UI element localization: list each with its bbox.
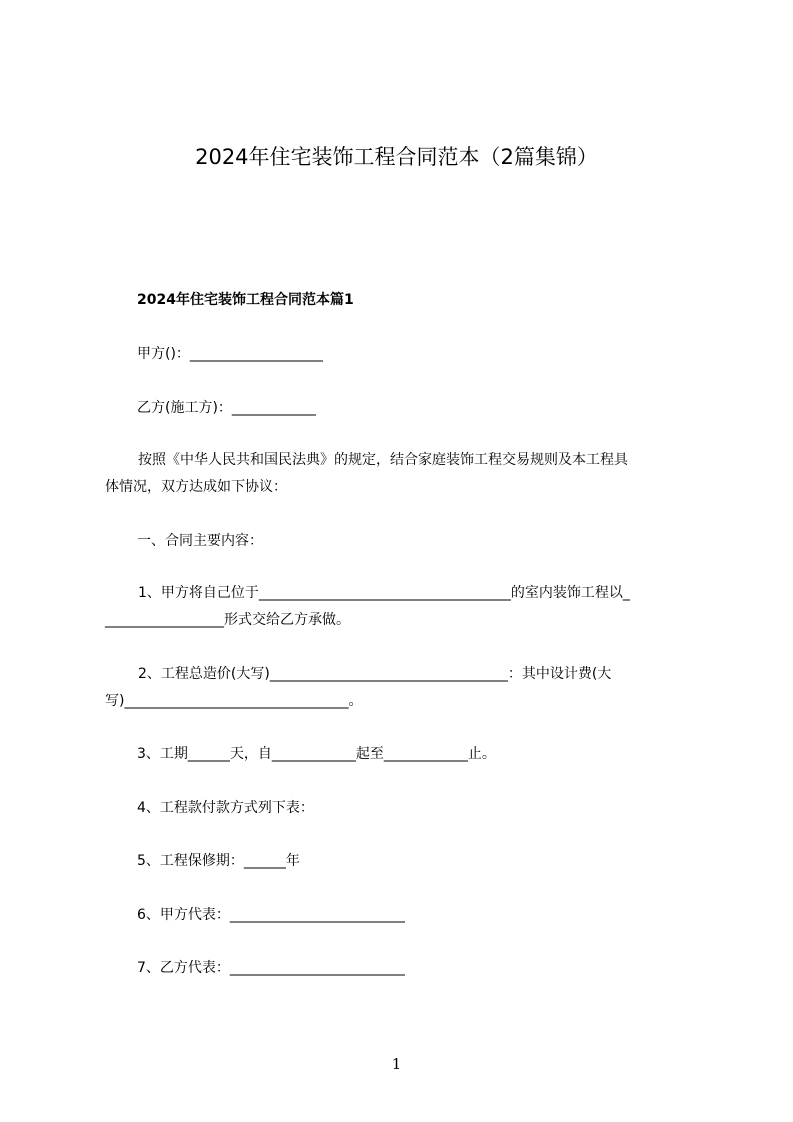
preamble-line-2: 体情况，双方达成如下协议： [105,479,287,495]
item-1-line-1: 1、甲方将自己位于____________________________________的室内装饰工程以_ [138,585,630,601]
item-1-line-2: _________________形式交给乙方承做。 [105,612,350,628]
preamble-paragraph [105,447,705,501]
preamble-line-1: 按照《中华人民共和国民法典》的规定，结合家庭装饰工程交易规则及本工程具 [138,452,628,468]
item-4-line: 4、工程款付款方式列下表： [137,800,314,816]
item-5-line: 5、工程保修期：______年 [137,853,300,869]
item-3-line: 3、工期______天，自____________起至____________止。 [137,746,496,762]
section-heading: 2024年住宅装饰工程合同范本篇1 [137,292,354,308]
document-title: 2024年住宅装饰工程合同范本（2篇集锦） [195,145,598,169]
item-2-line-2: 写)________________________________。 [105,693,363,709]
item-2-paragraph [105,661,705,715]
party-b-line: 乙方(施工方)：____________ [137,400,316,416]
page-number: 1 [391,1055,402,1073]
item-2-line-1: 2、工程总造价(大写)__________________________________：其中设计费(大 [138,666,612,682]
item-6-line: 6、甲方代表：_________________________ [137,907,405,923]
party-a-line: 甲方()：___________________ [137,346,323,362]
clause-heading: 一、合同主要内容： [137,533,263,549]
item-7-line: 7、乙方代表：_________________________ [137,960,405,976]
item-1-paragraph [105,580,705,634]
